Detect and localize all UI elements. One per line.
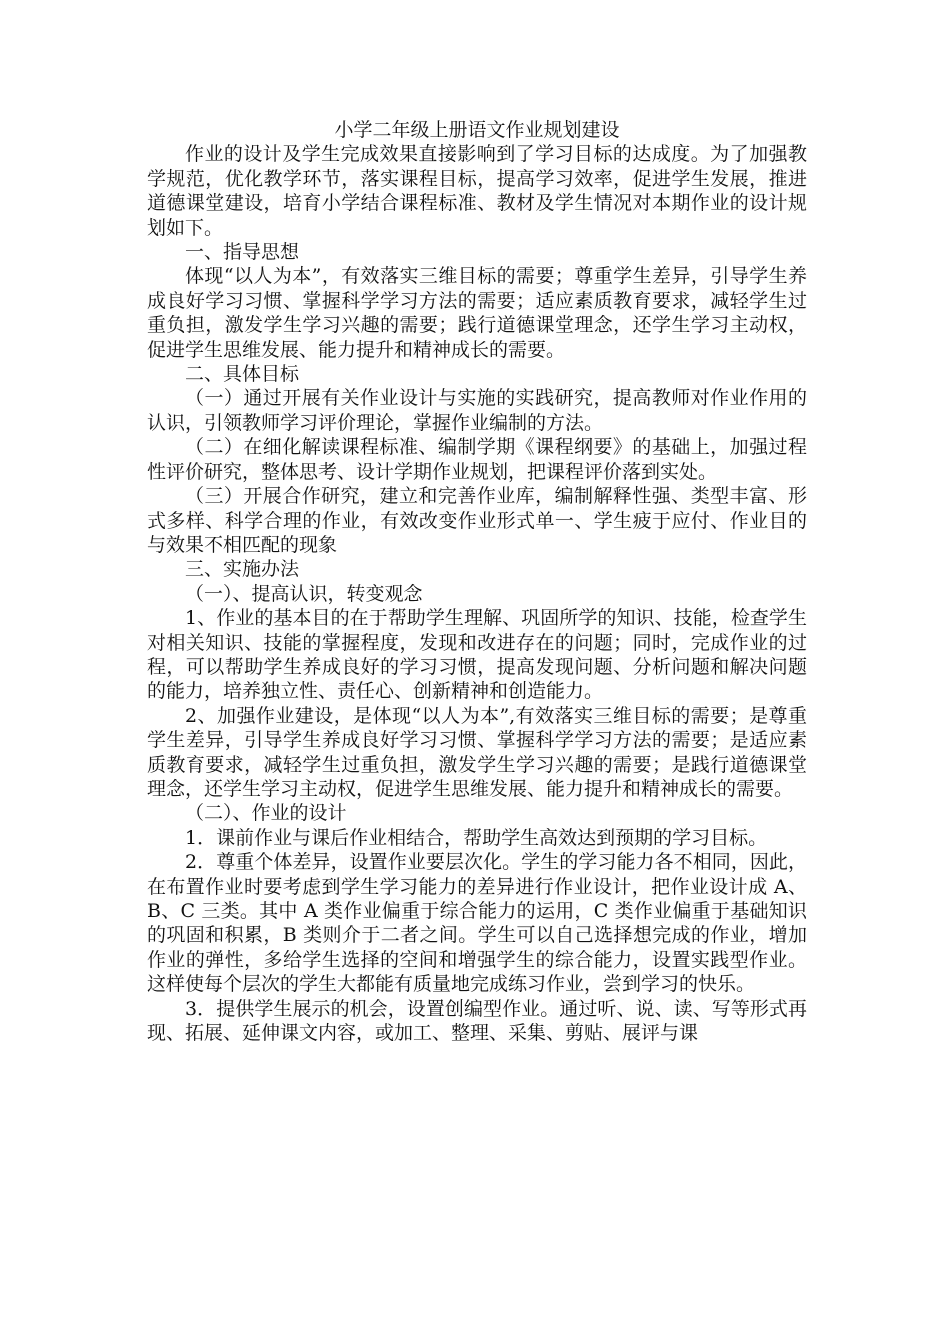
awareness-item-2: 2、加强作业建设，是体现“以人为本”,有效落实三维目标的需要；是尊重学生差异，引导学生养成良好学习习惯、掌握科学学习方法的需要；是适应素质教育要求，减轻学生过重负担，激发学生学习兴趣的需要；是践行道德课堂理念，还学生学习主动权，促进学生思维发展、能力提升和精神成长的需要。 xyxy=(147,704,807,800)
section-heading-specific-goals: 二、具体目标 xyxy=(185,363,300,386)
goal-paragraph-1: （一）通过开展有关作业设计与实施的实践研究，提高教师对作业作用的认识，引领教师学习评价理论，掌握作业编制的方法。 xyxy=(147,387,807,434)
guiding-ideology-paragraph: 体现“以人为本”，有效落实三维目标的需要；尊重学生差异，引导学生养成良好学习习惯、掌握科学学习方法的需要；适应素质教育要求，减轻学生过重负担，激发学生学习兴趣的需要；践行道德课堂理念，还学生学习主动权，促进学生思维发展、能力提升和精神成长的需要。 xyxy=(147,265,807,361)
homework-design-item-1: 1．课前作业与课后作业相结合，帮助学生高效达到预期的学习目标。 xyxy=(185,826,768,849)
intro-paragraph: 作业的设计及学生完成效果直接影响到了学习目标的达成度。为了加强教学规范，优化教学环节，落实课程目标，提高学习效率，促进学生发展，推进道德课堂建设，培育小学结合课程标准、教材及学生情况对本期作业的设计规划如下。 xyxy=(147,143,807,239)
goal-paragraph-2: （二）在细化解读课程标准、编制学期《课程纲要》的基础上，加强过程性评价研究，整体思考、设计学期作业规划，把课程评价落到实处。 xyxy=(147,436,807,483)
document-title: 小学二年级上册语文作业规划建设 xyxy=(334,119,620,141)
subsection-heading-awareness: （一）、提高认识，转变观念 xyxy=(185,582,423,605)
awareness-item-1: 1、作业的基本目的在于帮助学生理解、巩固所学的知识、技能，检查学生对相关知识、技能的掌握程度，发现和改进存在的问题；同时，完成作业的过程，可以帮助学生养成良好的学习习惯，提高发现问题、分析问题和解决问题的能力，培养独立性、责任心、创新精神和创造能力。 xyxy=(147,607,807,703)
section-heading-implementation: 三、实施办法 xyxy=(185,558,300,581)
document-page xyxy=(147,118,807,1045)
goal-paragraph-3: （三）开展合作研究，建立和完善作业库，编制解释性强、类型丰富、形式多样、科学合理的作业，有效改变作业形式单一、学生疲于应付、作业目的与效果不相匹配的现象 xyxy=(147,485,807,556)
subsection-heading-homework-design: （二）、作业的设计 xyxy=(185,802,347,825)
homework-design-item-2: 2．尊重个体差异，设置作业要层次化。学生的学习能力各不相同，因此，在布置作业时要考虑到学生学习能力的差异进行作业设计，把作业设计成 A、B、C 三类。其中 A 类作业偏重于综合能力的运用，C 类作业偏重于基础知识的巩固和积累，B 类则介于二者之间。学生可以自己选择想完成的作业，增加作业的弹性，多给学生选择的空间和增强学生的综合能力，设置实践型作业。这样使每个层次的学生大都能有质量地完成练习作业，尝到学习的快乐。 xyxy=(147,851,807,996)
homework-design-item-3: 3．提供学生展示的机会，设置创编型作业。通过听、说、读、写等形式再现、拓展、延伸课文内容，或加工、整理、采集、剪贴、展评与课 xyxy=(147,997,807,1045)
section-heading-guiding-ideology: 一、指导思想 xyxy=(185,241,300,264)
